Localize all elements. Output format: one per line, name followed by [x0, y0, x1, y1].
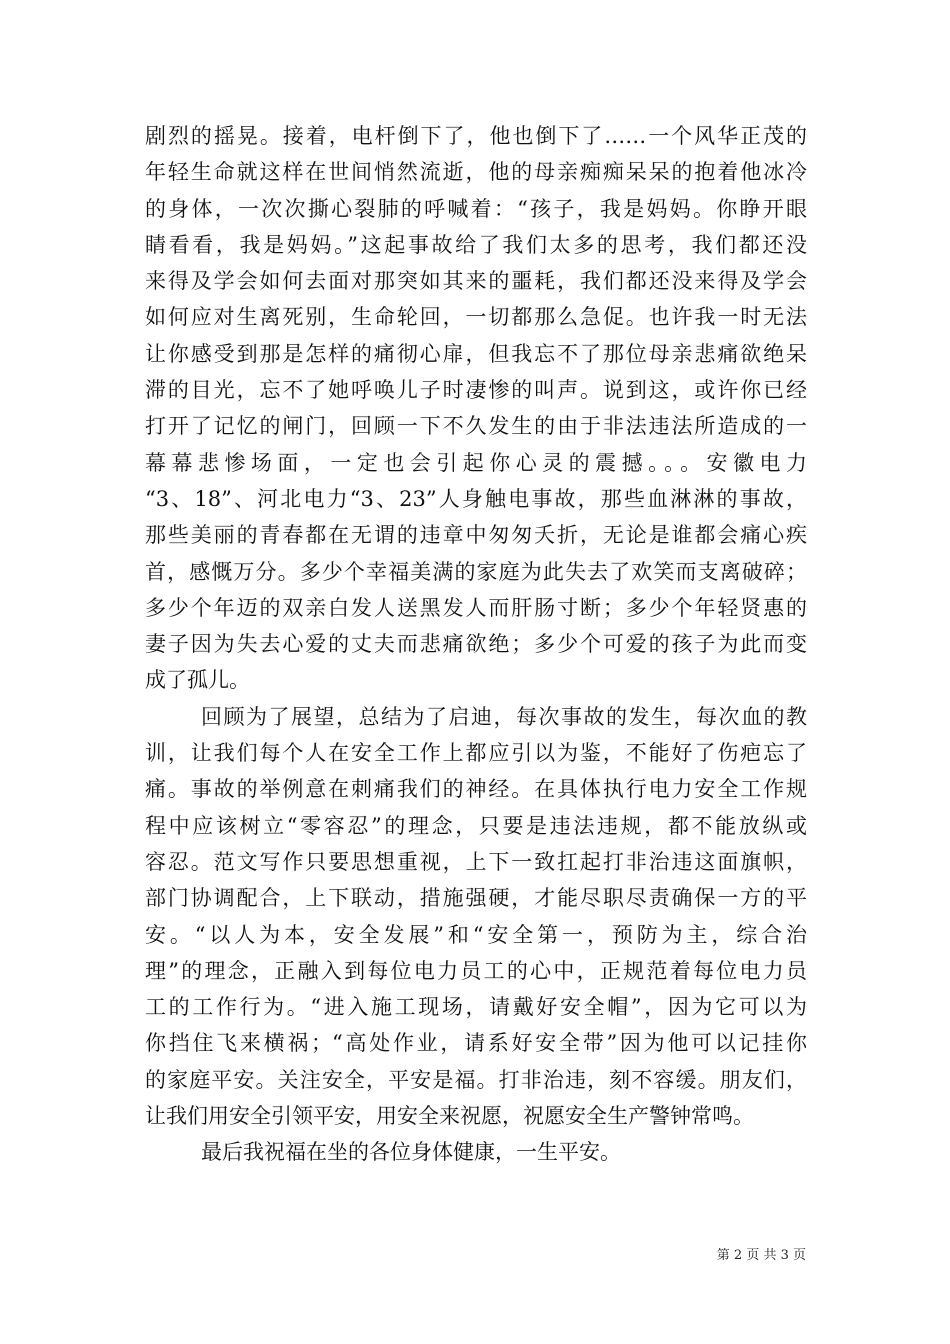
text-line: 那些美丽的青春都在无谓的违章中匆匆夭折，无论是谁都会痛心疾 — [145, 523, 807, 548]
text-line: 理”的理念，正融入到每位电力员工的心中，正规范着每位电力员 — [145, 958, 807, 983]
paragraph — [145, 699, 807, 1135]
paragraph — [145, 1134, 807, 1170]
text-line: 安。“以人为本，安全发展”和“安全第一，预防为主，综合治 — [145, 922, 807, 947]
text-line: 工的工作行为。“进入施工现场，请戴好安全帽”，因为它可以为 — [145, 995, 807, 1020]
text-line: 程中应该树立“零容忍”的理念，只要是违法违规，都不能放纵或 — [145, 813, 807, 838]
text-line: 让我们用安全引领平安，用安全来祝愿，祝愿安全生产警钟常鸣。 — [145, 1104, 754, 1129]
text-line: 多少个年迈的双亲白发人送黑发人而肝肠寸断；多少个年轻贤惠的 — [145, 595, 807, 620]
text-line: 打开了记忆的闸门，回顾一下不久发生的由于非法违法所造成的一 — [145, 414, 807, 439]
text-line: 最后我祝福在坐的各位身体健康，一生平安。 — [201, 1140, 621, 1165]
text-line: 部门协调配合，上下联动，措施强硬，才能尽职尽责确保一方的平 — [145, 886, 807, 911]
text-line: 年轻生命就这样在世间悄然流逝，他的母亲痴痴呆呆的抱着他冰冷 — [145, 160, 807, 185]
text-line: “3、18”、河北电力“3、23”人身触电事故，那些血淋淋的事故， — [145, 486, 807, 511]
paragraph — [145, 118, 807, 699]
body-text — [145, 118, 807, 1171]
text-line: 的身体，一次次撕心裂肺的呼喊着：“孩子，我是妈妈。你睁开眼 — [145, 196, 807, 221]
text-line: 来得及学会如何去面对那突如其来的噩耗，我们都还没来得及学会 — [145, 269, 807, 294]
text-line: 睛看看，我是妈妈。”这起事故给了我们太多的思考，我们都还没 — [145, 232, 807, 257]
text-line: 首，感慨万分。多少个幸福美满的家庭为此失去了欢笑而支离破碎； — [145, 559, 807, 584]
text-line: 的家庭平安。关注安全，平安是福。打非治违，刻不容缓。朋友们， — [145, 1067, 807, 1092]
text-line: 容忍。范文写作只要思想重视，上下一致扛起打非治违这面旗帜， — [145, 849, 807, 874]
text-line: 妻子因为失去心爱的丈夫而悲痛欲绝；多少个可爱的孩子为此而变 — [145, 632, 807, 657]
text-line: 训，让我们每个人在安全工作上都应引以为鉴，不能好了伤疤忘了 — [145, 741, 807, 766]
text-line: 如何应对生离死别，生命轮回，一切都那么急促。也许我一时无法 — [145, 305, 807, 330]
page-number-footer: 第 2 页 共 3 页 — [716, 1248, 806, 1263]
text-line: 痛。事故的举例意在刺痛我们的神经。在具体执行电力安全工作规 — [145, 777, 807, 802]
text-line: 幕幕悲惨场面，一定也会引起你心灵的震撼。。。安徽电力 — [145, 450, 807, 475]
text-line: 剧烈的摇晃。接着，电杆倒下了，他也倒下了……一个风华正茂的 — [145, 124, 807, 148]
text-line: 让你感受到那是怎样的痛彻心扉，但我忘不了那位母亲悲痛欲绝呆 — [145, 341, 807, 366]
text-line: 你挡住飞来横祸；“高处作业，请系好安全带”因为他可以记挂你 — [145, 1031, 807, 1056]
text-line: 回顾为了展望，总结为了启迪，每次事故的发生，每次血的教 — [201, 704, 807, 729]
text-line: 成了孤儿。 — [145, 668, 250, 693]
text-line: 滞的目光，忘不了她呼唤儿子时凄惨的叫声。说到这，或许你已经 — [145, 378, 807, 403]
